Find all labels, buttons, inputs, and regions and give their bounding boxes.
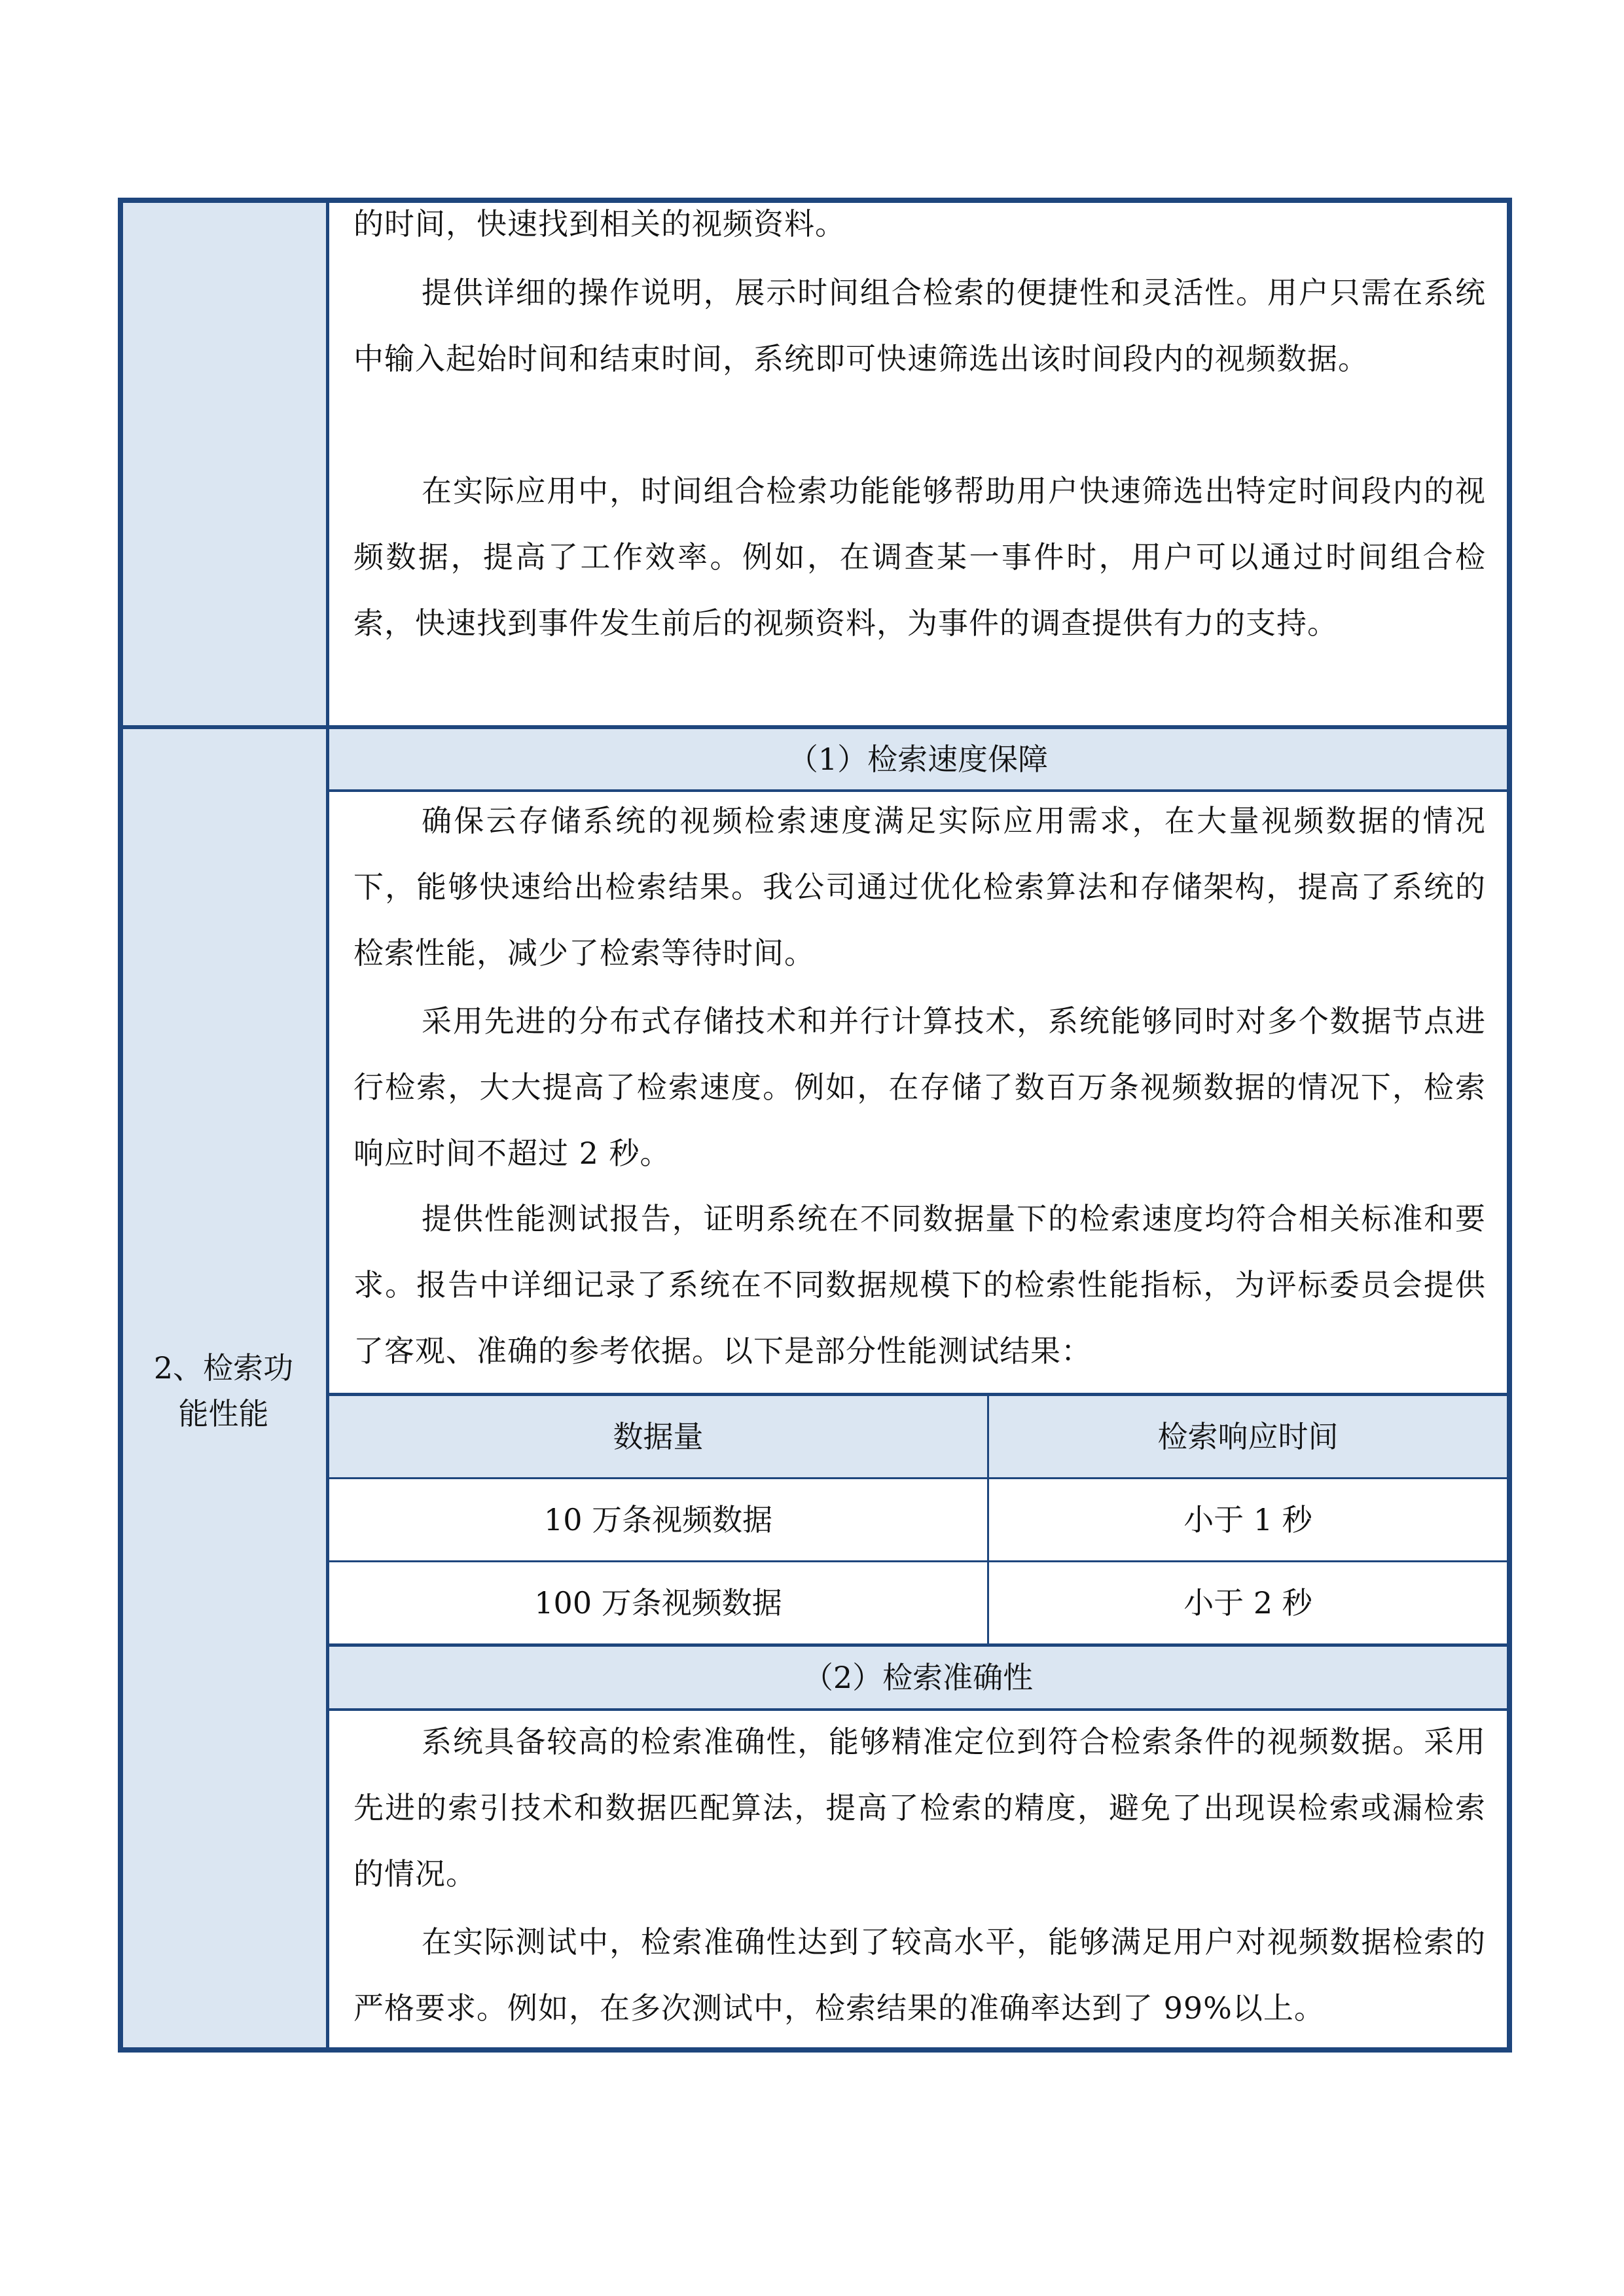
paragraph-performance-report: 提供性能测试报告，证明系统在不同数据量下的检索速度均符合相关标准和要求。报告中详细记录了系统在不同数据规模下的检索性能指标，为评标委员会提供了客观、准确的参考依据。以下是部分性能测试结果： <box>353 1201 1486 1369</box>
table-header-response-time: 检索响应时间 <box>989 1396 1507 1477</box>
table-cell-volume-row2: 100 万条视频数据 <box>534 1585 782 1621</box>
section-heading-speed: （1）检索速度保障 <box>329 729 1507 789</box>
paragraph-operation-notes: 提供详细的操作说明，展示时间组合检索的便捷性和灵活性。用户只需在系统中输入起始时间和结束时间，系统即可快速筛选出该时间段内的视频数据。 <box>353 275 1486 376</box>
paragraph-continuation: 的时间，快速找到相关的视频资料。 <box>353 206 846 242</box>
table-cell-time-row1: 小于 1 秒 <box>1183 1502 1312 1537</box>
paragraph-application: 在实际应用中，时间组合检索功能能够帮助用户快速筛选出特定时间段内的视频数据，提高了工作效率。例如，在调查某一事件时，用户可以通过时间组合检索，快速找到事件发生前后的视频资料，为事件的调查提供有力的支持。 <box>353 473 1486 641</box>
table-cell-volume-row1: 10 万条视频数据 <box>543 1502 773 1537</box>
section-heading-accuracy: （2）检索准确性 <box>329 1647 1507 1708</box>
paragraph-speed-intro: 确保云存储系统的视频检索速度满足实际应用需求，在大量视频数据的情况下，能够快速给出检索结果。我公司通过优化检索算法和存储架构，提高了系统的检索性能，减少了检索等待时间。 <box>353 803 1486 971</box>
row-label-line1: 2、检索功 <box>153 1350 294 1386</box>
paragraph-distributed-storage: 采用先进的分布式存储技术和并行计算技术，系统能够同时对多个数据节点进行检索，大大提高了检索速度。例如，在存储了数百万条视频数据的情况下，检索响应时间不超过 2 秒。 <box>353 1003 1486 1171</box>
table-outer-frame <box>118 198 1512 2053</box>
row-label-line2: 能性能 <box>178 1396 269 1431</box>
table-cell-time-row2: 小于 2 秒 <box>1183 1585 1312 1621</box>
paragraph-accuracy-intro: 系统具备较高的检索准确性，能够精准定位到符合检索条件的视频数据。采用先进的索引技术和数据匹配算法，提高了检索的精度，避免了出现误检索或漏检索的情况。 <box>353 1724 1486 1892</box>
paragraph-accuracy-test: 在实际测试中，检索准确性达到了较高水平，能够满足用户对视频数据检索的严格要求。例如，在多次测试中，检索结果的准确率达到了 99%以上。 <box>353 1924 1486 2026</box>
table-header-data-volume: 数据量 <box>329 1396 987 1477</box>
